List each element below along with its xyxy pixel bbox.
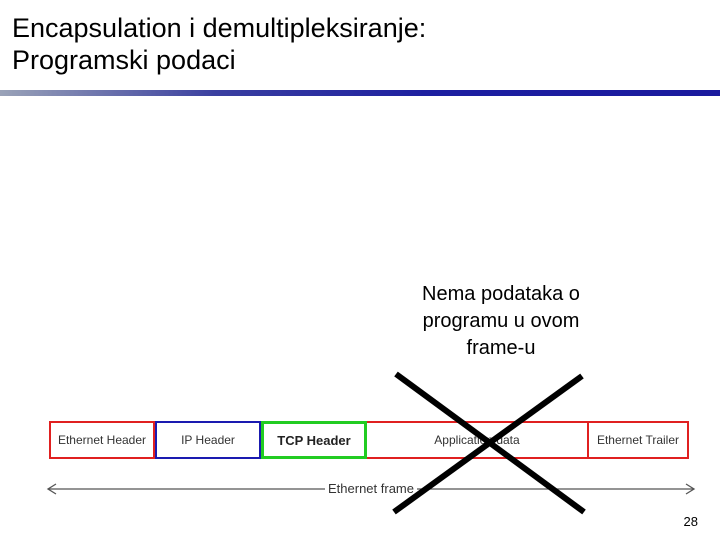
slide-title xyxy=(12,12,426,76)
note-line-3: frame-u xyxy=(466,337,536,359)
title-underline xyxy=(0,90,720,96)
ip-header-segment: IP Header xyxy=(155,421,261,459)
ethernet-frame-span xyxy=(44,478,698,500)
application-data-segment: Application data xyxy=(367,421,587,459)
ethernet-trailer-segment: Ethernet Trailer xyxy=(587,421,689,459)
title-line-2: Programski podaci xyxy=(12,45,236,75)
no-program-data-note xyxy=(388,281,614,362)
tcp-header-segment: TCP Header xyxy=(261,421,367,459)
ethernet-frame-label: Ethernet frame xyxy=(325,481,417,496)
page-number: 28 xyxy=(683,514,698,529)
cross-out-mark xyxy=(390,370,590,516)
ethernet-frame-diagram xyxy=(49,421,689,459)
ethernet-header-segment: Ethernet Header xyxy=(49,421,155,459)
note-line-1: Nema podataka o xyxy=(422,283,580,305)
note-line-2: programu u ovom xyxy=(422,310,580,332)
title-line-1: Encapsulation i demultipleksiranje: xyxy=(12,13,427,43)
